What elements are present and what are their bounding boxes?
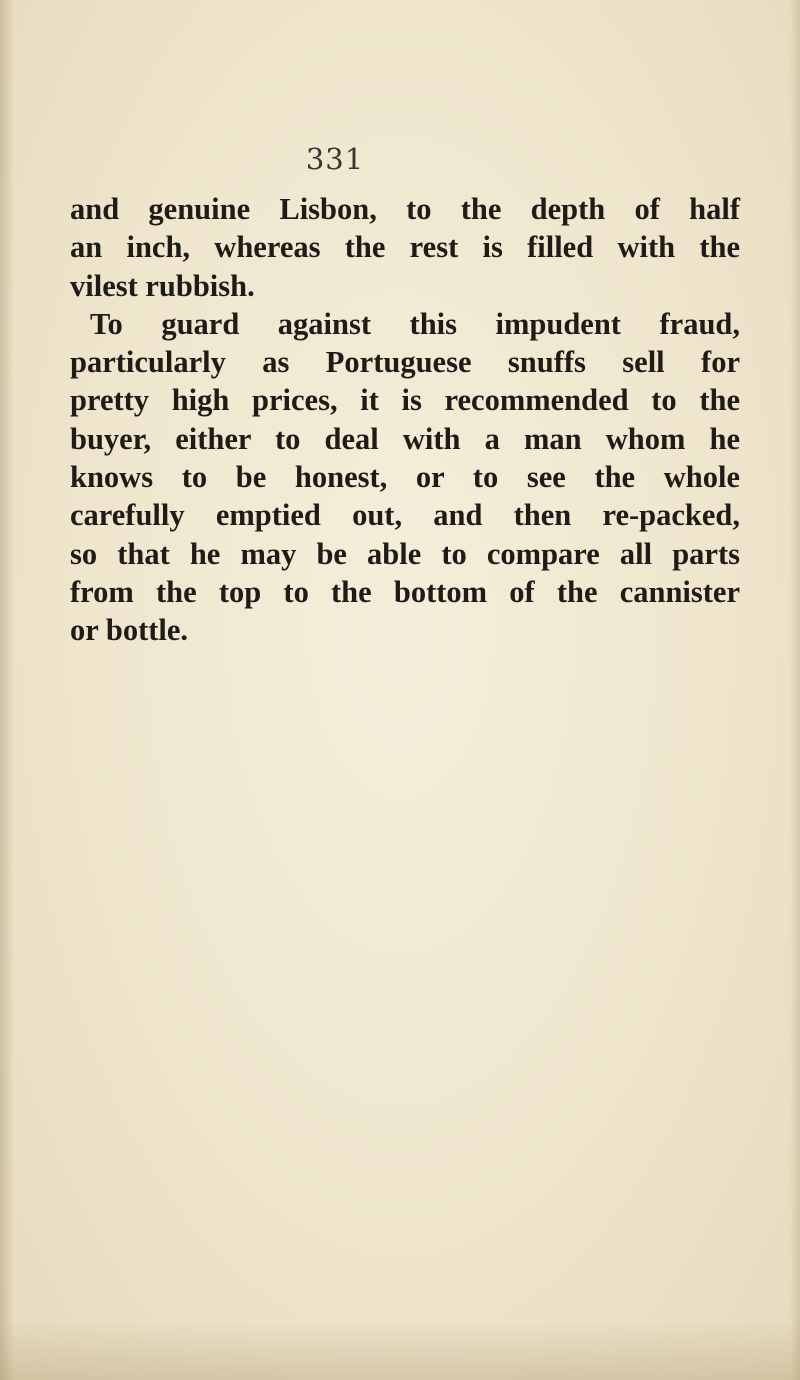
page-right-edge-shadow (790, 0, 800, 1380)
body-text (70, 190, 740, 650)
page-number: 331 (305, 142, 365, 176)
text-line: from the top to the bottom of the cannister (70, 574, 740, 609)
text-line: and genuine Lisbon, to the depth of half (70, 192, 740, 226)
text-line: or bottle. (70, 613, 189, 648)
text-line: vilest rubbish. (70, 268, 255, 303)
text-line: knows to be honest, or to see the whole (70, 460, 740, 495)
page-left-edge-shadow (0, 0, 14, 1380)
text-line: buyer, either to deal with a man whom he (70, 421, 740, 456)
text-line: To guard against this impudent fraud, (90, 306, 740, 341)
text-line: pretty high prices, it is recommended to the (70, 383, 740, 418)
page-bottom-stain (0, 1320, 800, 1380)
text-line: so that he may be able to compare all parts (70, 536, 740, 571)
text-line: particularly as Portuguese snuffs sell for (70, 345, 740, 380)
text-line: an inch, whereas the rest is filled with the (70, 230, 740, 265)
text-line: carefully emptied out, and then re-packed, (70, 498, 740, 533)
